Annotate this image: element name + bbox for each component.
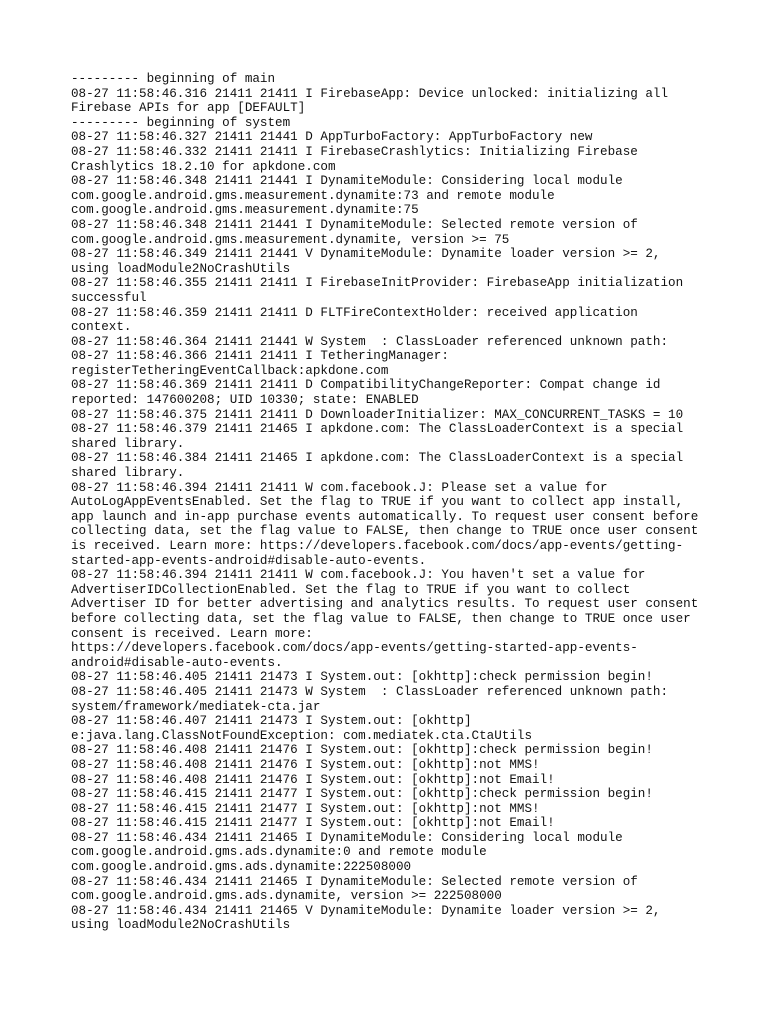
log-line: com.google.android.gms.ads.dynamite:0 and remote module — [71, 845, 487, 860]
log-line: context. — [71, 320, 132, 335]
log-line: 08-27 11:58:46.327 21411 21441 D AppTurboFactory: AppTurboFactory new — [71, 130, 593, 145]
log-line: --------- beginning of system — [71, 115, 291, 130]
log-line: consent is received. Learn more: — [71, 626, 313, 641]
log-line: 08-27 11:58:46.348 21411 21441 I DynamiteModule: Selected remote version of — [71, 217, 638, 232]
log-line: using loadModule2NoCrashUtils — [71, 261, 291, 276]
log-line: successful — [71, 290, 147, 305]
log-line: com.google.android.gms.measurement.dynamite, version >= 75 — [71, 232, 510, 247]
log-line: com.google.android.gms.measurement.dynamite:73 and remote module — [71, 188, 555, 203]
log-line: 08-27 11:58:46.434 21411 21465 I DynamiteModule: Selected remote version of — [71, 874, 638, 889]
log-line: 08-27 11:58:46.405 21411 21473 I System.out: [okhttp]:check permission begin! — [71, 670, 653, 685]
log-line: com.google.android.gms.measurement.dynamite:75 — [71, 203, 419, 218]
log-line: 08-27 11:58:46.408 21411 21476 I System.out: [okhttp]:not Email! — [71, 772, 555, 787]
log-line: app launch and in-app purchase events automatically. To request user consent before — [71, 509, 699, 524]
log-line: 08-27 11:58:46.434 21411 21465 I DynamiteModule: Considering local module — [71, 830, 623, 845]
log-line: registerTetheringEventCallback:apkdone.com — [71, 363, 389, 378]
log-line: --------- beginning of main — [71, 72, 276, 86]
log-line: 08-27 11:58:46.407 21411 21473 I System.out: [okhttp] — [71, 714, 472, 729]
log-line: 08-27 11:58:46.394 21411 21411 W com.facebook.J: You haven't set a value for — [71, 568, 646, 583]
log-line: 08-27 11:58:46.408 21411 21476 I System.out: [okhttp]:not MMS! — [71, 757, 540, 772]
log-line: e:java.lang.ClassNotFoundException: com.mediatek.cta.CtaUtils — [71, 728, 533, 743]
log-line: Firebase APIs for app [DEFAULT] — [71, 101, 306, 116]
log-line: system/framework/mediatek-cta.jar — [71, 699, 321, 714]
log-line: before collecting data, set the flag value to FALSE, then change to TRUE once user — [71, 611, 691, 626]
log-line: 08-27 11:58:46.415 21411 21477 I System.out: [okhttp]:not MMS! — [71, 801, 540, 816]
log-line: 08-27 11:58:46.405 21411 21473 W System : ClassLoader referenced unknown path: — [71, 684, 669, 699]
log-line: 08-27 11:58:46.366 21411 21411 I TetheringManager: — [71, 349, 449, 364]
log-line: AutoLogAppEventsEnabled. Set the flag to TRUE if you want to collect app install, — [71, 495, 684, 510]
log-line: shared library. — [71, 436, 185, 451]
log-line: 08-27 11:58:46.384 21411 21465 I apkdone.com: The ClassLoaderContext is a special — [71, 451, 684, 466]
log-line: 08-27 11:58:46.415 21411 21477 I System.out: [okhttp]:not Email! — [71, 816, 555, 831]
log-line: 08-27 11:58:46.434 21411 21465 V DynamiteModule: Dynamite loader version >= 2, — [71, 903, 661, 918]
log-line: collecting data, set the flag value to FALSE, then change to TRUE once user consent — [71, 524, 699, 539]
log-line: 08-27 11:58:46.369 21411 21411 D CompatibilityChangeReporter: Compat change id — [71, 378, 661, 393]
log-line: 08-27 11:58:46.355 21411 21411 I FirebaseInitProvider: FirebaseApp initialization — [71, 276, 684, 291]
log-line: 08-27 11:58:46.415 21411 21477 I System.out: [okhttp]:check permission begin! — [71, 787, 653, 802]
log-line: 08-27 11:58:46.408 21411 21476 I System.out: [okhttp]:check permission begin! — [71, 743, 653, 758]
log-line: 08-27 11:58:46.316 21411 21411 I FirebaseApp: Device unlocked: initializing all — [71, 86, 669, 101]
log-line: 08-27 11:58:46.332 21411 21411 I FirebaseCrashlytics: Initializing Firebase — [71, 144, 638, 159]
log-line: Crashlytics 18.2.10 for apkdone.com — [71, 159, 336, 174]
log-line: started-app-events-android#disable-auto-events. — [71, 553, 427, 568]
log-document — [71, 72, 761, 933]
log-line: com.google.android.gms.ads.dynamite:222508000 — [71, 860, 412, 875]
log-line: 08-27 11:58:46.394 21411 21411 W com.facebook.J: Please set a value for — [71, 480, 608, 495]
log-line: Advertiser ID for better advertising and analytics results. To request user consent — [71, 597, 699, 612]
log-line: AdvertiserIDCollectionEnabled. Set the flag to TRUE if you want to collect — [71, 582, 631, 597]
log-line: com.google.android.gms.ads.dynamite, version >= 222508000 — [71, 889, 502, 904]
log-line: 08-27 11:58:46.364 21411 21441 W System : ClassLoader referenced unknown path: — [71, 334, 669, 349]
log-line: 08-27 11:58:46.359 21411 21411 D FLTFireContextHolder: received application — [71, 305, 638, 320]
log-line: 08-27 11:58:46.349 21411 21441 V DynamiteModule: Dynamite loader version >= 2, — [71, 247, 661, 262]
log-line: 08-27 11:58:46.379 21411 21465 I apkdone.com: The ClassLoaderContext is a special — [71, 422, 684, 437]
log-line: is received. Learn more: https://developers.facebook.com/docs/app-events/getting- — [71, 539, 684, 553]
log-line: https://developers.facebook.com/docs/app-events/getting-started-app-events- — [71, 641, 638, 656]
log-line: 08-27 11:58:46.375 21411 21411 D DownloaderInitializer: MAX_CONCURRENT_TASKS = 10 — [71, 407, 684, 422]
log-line: shared library. — [71, 466, 185, 481]
log-line: 08-27 11:58:46.348 21411 21441 I DynamiteModule: Considering local module — [71, 174, 623, 189]
log-line: android#disable-auto-events. — [71, 655, 283, 670]
log-line: reported: 147600208; UID 10330; state: ENABLED — [71, 393, 419, 408]
log-line: using loadModule2NoCrashUtils — [71, 918, 291, 933]
